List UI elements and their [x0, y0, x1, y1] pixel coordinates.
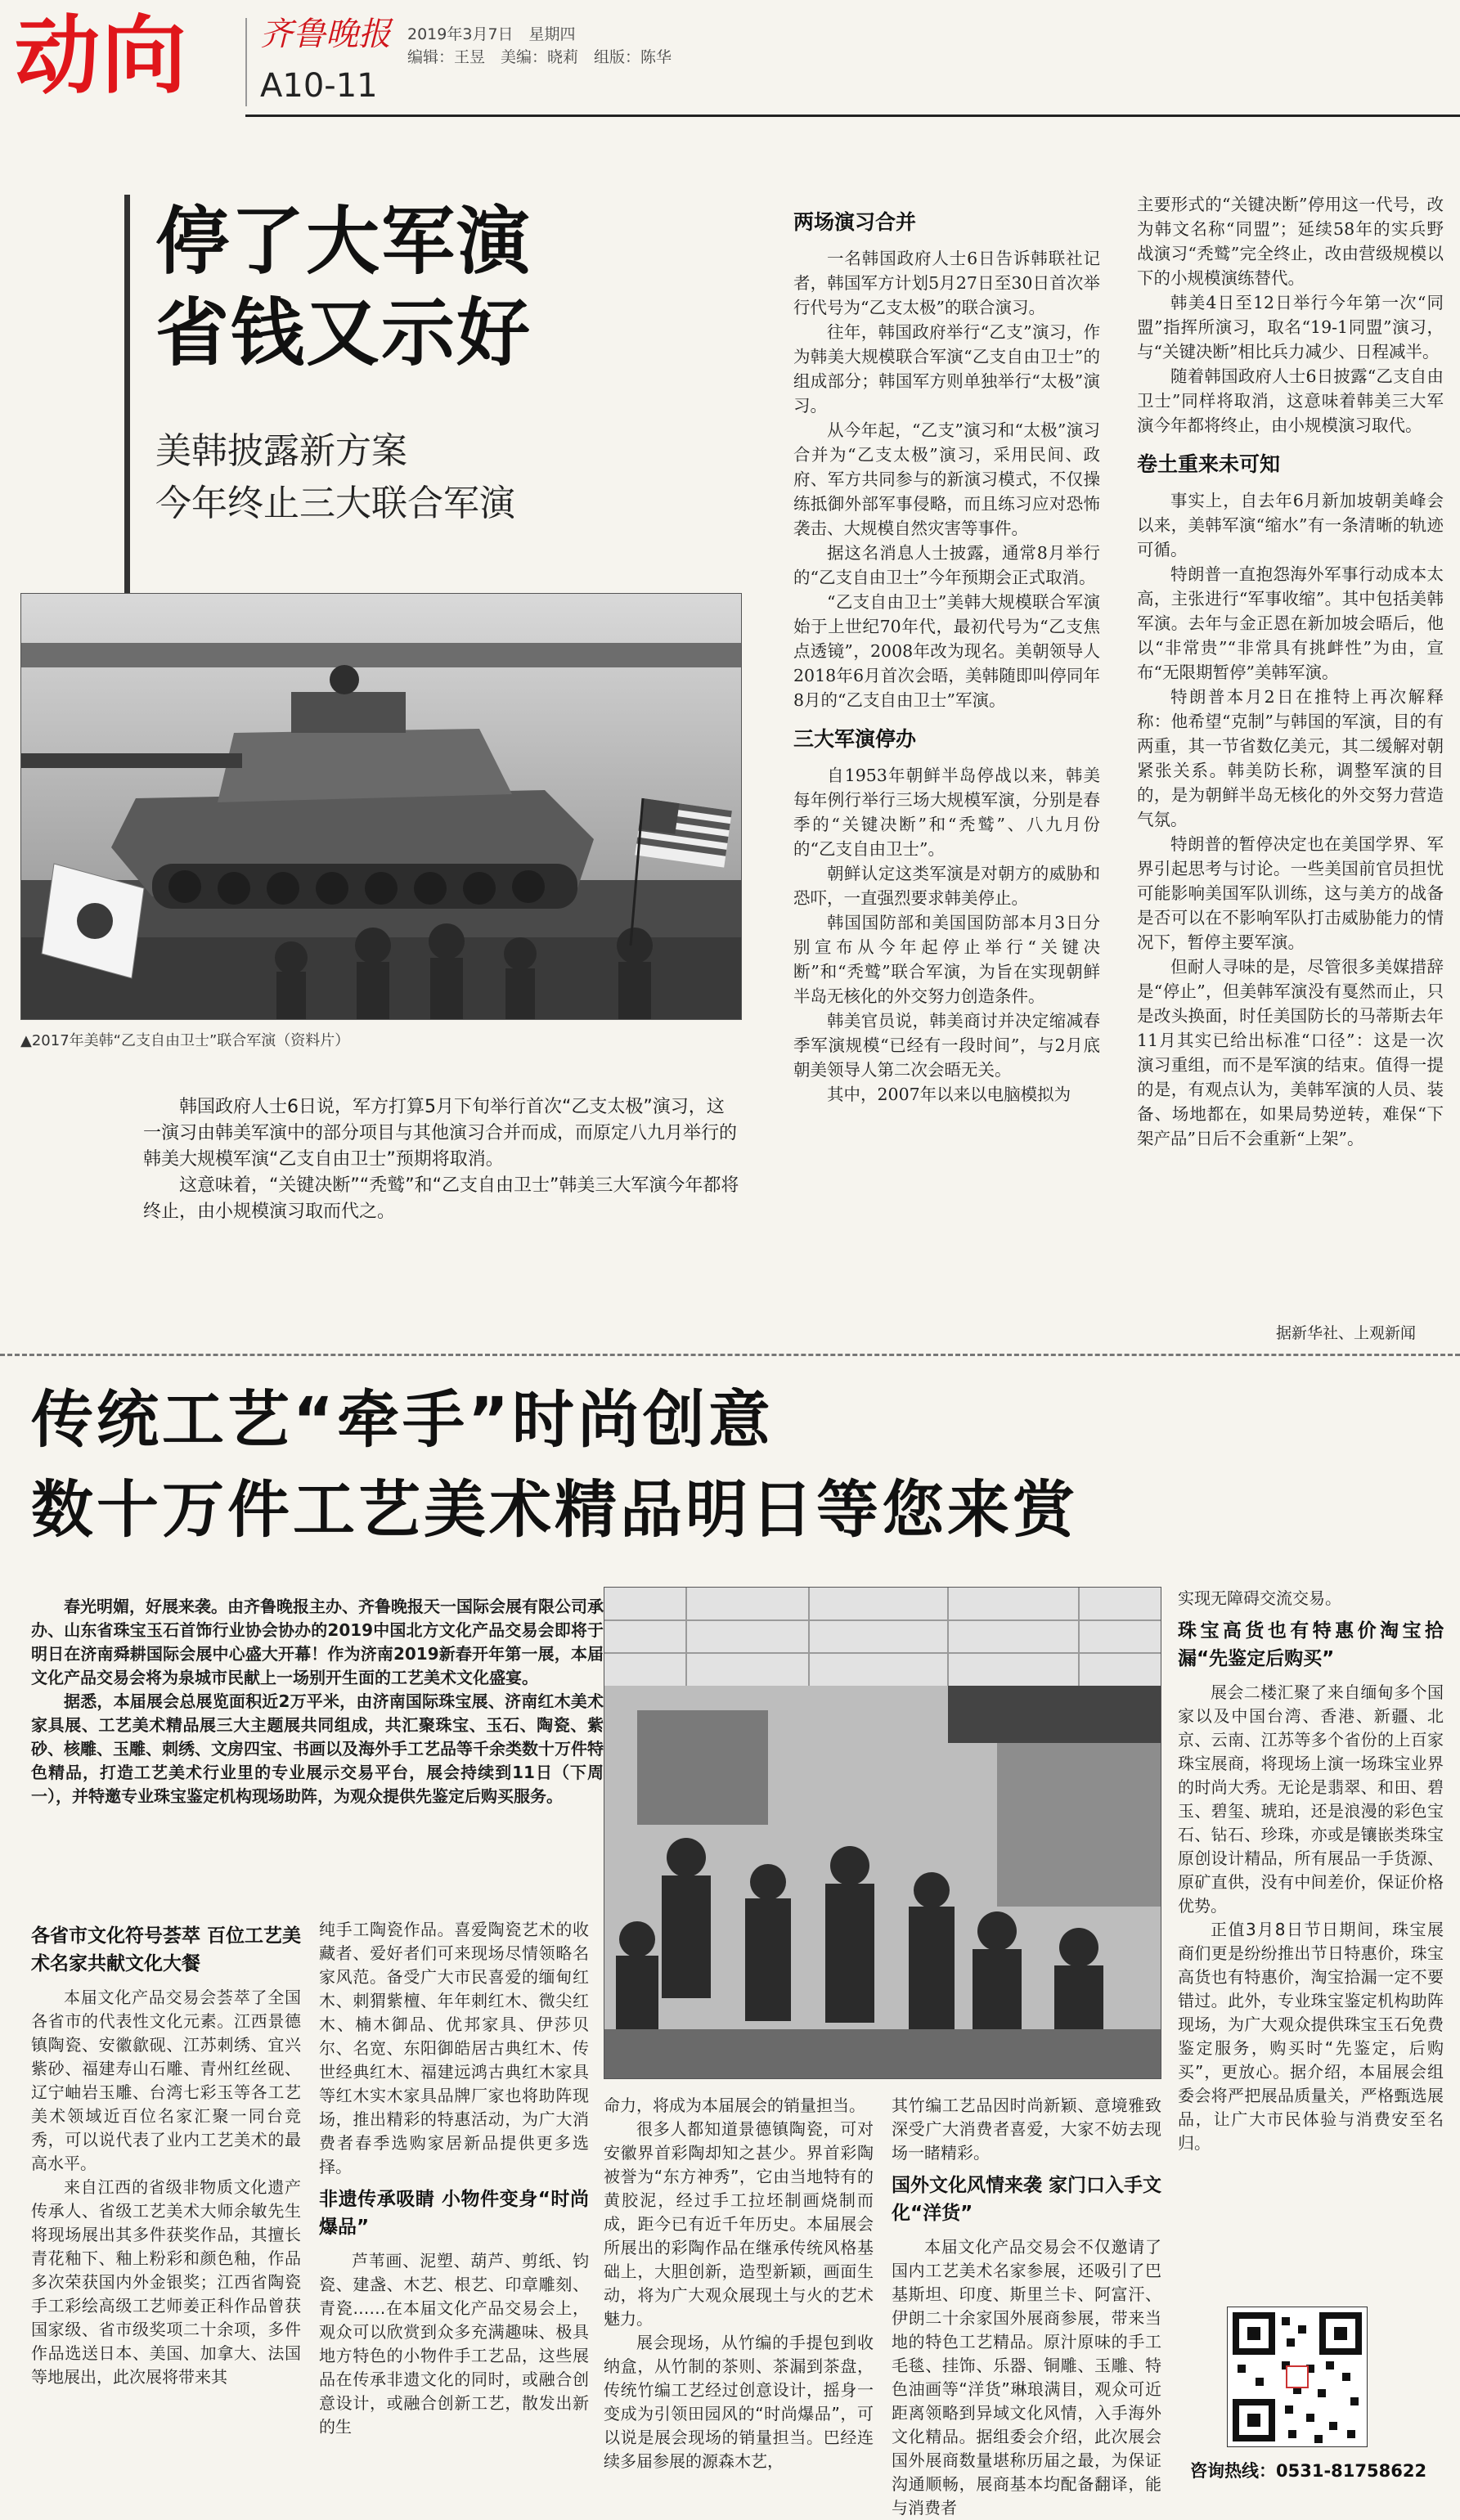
- body-paragraph: 特朗普一直抱怨海外军事行动成本太高，主张进行“军事收缩”。其中包括美韩军演。去年与金正恩在新加坡会晤后，他以“非常贵”“非常具有挑衅性”为由，宣布“无限期暂停”美韩军演。: [1137, 564, 1444, 682]
- body-paragraph: 纯手工陶瓷作品。喜爱陶瓷艺术的收藏者、爱好者们可来现场尽情领略名家风范。备受广大市民喜爱的缅甸红木、刺猬紫檀、年年刺红木、微尖红木、楠木御品、优邦家具、伊莎贝尔、名宽、东阳御皓居古典红木、传世经典红木、福建远鸿古典红木家具等红木实木家具品牌厂家也将助阵现场，推出精彩的特惠活动，为广大消费者春季选购家居新品提供更多选择。: [319, 1920, 589, 2176]
- story2-column-5: [1178, 1587, 1444, 2155]
- date-line: 2019年3月7日 星期四: [407, 25, 576, 43]
- hotline-label: 咨询热线：0531-81758622: [1190, 2461, 1427, 2481]
- body-paragraph: 主要形式的“关键决断”停用这一代号，改为韩文名称“同盟”；延续58年的实兵野战演习“秃鹫”完全终止，改由营级规模以下的小规模演练替代。: [1137, 195, 1444, 288]
- headline-line-1: 停了大军演: [155, 199, 532, 285]
- masthead-meta: [407, 23, 672, 69]
- subheadline-line-1: 美韩披露新方案: [155, 430, 407, 472]
- lead-paragraph: 春光明媚，好展来袭。由齐鲁晚报主办、齐鲁晚报天一国际会展有限公司承办、山东省珠宝玉石首饰行业协会协办的2019中国北方文化产品交易会即将于明日在济南舜耕国际会展中心盛大开幕！作为济南2019新春开年第一展，本届文化产品交易会将为泉城市民献上一场别开生面的工艺美术文化盛宴。: [31, 1597, 604, 1687]
- story1-headline: [155, 196, 532, 380]
- lead-paragraph: 据悉，本届展会总展览面积近2万平米，由济南国际珠宝展、济南红木美术家具展、工艺美术精品展三大主题展共同组成，共汇聚珠宝、玉石、陶瓷、紫砂、核雕、玉雕、刺绣、文房四宝、书画以及海外手工艺品等千余类数十万件特色精品，打造工艺美术行业里的专业展示交易平台，展会持续到11日（下周一），并特邀专业珠宝鉴定机构现场助阵，为观众提供先鉴定后购买服务。: [31, 1691, 604, 1806]
- body-paragraph: 事实上，自去年6月新加坡朝美峰会以来，美韩军演“缩水”有一条清晰的轨迹可循。: [1137, 491, 1444, 559]
- story1-column-2: [793, 209, 1100, 1107]
- subheadline-line-2: 今年终止三大联合军演: [155, 483, 515, 524]
- body-paragraph: 很多人都知道景德镇陶瓷，可对安徽界首彩陶却知之甚少。界首彩陶被誉为“东方神秀”，它由当地特有的黄胶泥，经过手工拉坯制画烧制而成，距今已有近千年历史。本届展会所展出的彩陶作品在继承传统风格基础上，大胆创新，造型新颖，画面生动，将为广大观众展现土与火的艺术魅力。: [604, 2119, 874, 2329]
- lead-paragraph: 韩国政府人士6日说，军方打算5月下旬举行首次“乙支太极”演习，这一演习由韩美军演中的部分项目与其他演习合并而成，而原定八九月举行的韩美大规模军演“乙支自由卫士”预期将取消。: [143, 1097, 738, 1170]
- lead-paragraph: 这意味着，“关键决断”“秃鹫”和“乙支自由卫士”韩美三大军演今年都将终止，由小规模演习取而代之。: [143, 1175, 739, 1222]
- body-paragraph: 一名韩国政府人士6日告诉韩联社记者，韩国军方计划5月27日至30日首次举行代号为“乙支太极”的联合演习。: [793, 249, 1100, 317]
- body-paragraph: 命力，将成为本届展会的销量担当。: [604, 2096, 865, 2115]
- tank-photo: [20, 593, 742, 1020]
- body-paragraph: 韩美4日至12日举行今年第一次“同盟”指挥所演习，取名“19-1同盟”演习，与“关键决断”相比兵力减少、日程减半。: [1137, 293, 1444, 362]
- photo-caption: ▲2017年美韩“乙支自由卫士”联合军演（资料片）: [20, 1032, 350, 1049]
- body-paragraph: 芦苇画、泥塑、葫芦、剪纸、钧瓷、建盏、木艺、根艺、印章雕刻、青瓷……在本届文化产品交易会上，观众可以欣赏到众多充满趣味、极具地方特色的小物件手工艺品，这些展品在传承非遗文化的同时，或融合创意设计，或融合创新工艺，散发出新的生: [319, 2251, 589, 2437]
- qr-code-icon: [1228, 2307, 1367, 2446]
- expo-photo: [604, 1587, 1161, 2079]
- body-paragraph: 随着韩国政府人士6日披露“乙支自由卫士”同样将取消，这意味着韩美三大军演今年都将终止，由小规模演习取代。: [1137, 366, 1444, 435]
- body-paragraph: 本届文化产品交易会荟萃了全国各省市的代表性文化元素。江西景德镇陶瓷、安徽歙砚、江苏刺绣、宜兴紫砂、福建寿山石雕、青州红丝砚、辽宁岫岩玉雕、台湾七彩玉等各工艺美术领域近百位名家汇聚一同台竞秀，可以说代表了业内工艺美术的最高水平。: [31, 1988, 301, 2173]
- section-head-heritage: 非遗传承吸睛 小物件变身“时尚爆品”: [319, 2189, 589, 2238]
- body-paragraph: 实现无障碍交流交易。: [1178, 1588, 1341, 1608]
- section-head-jewelry: 珠宝高货也有特惠价淘宝拾漏“先鉴定后购买”: [1178, 1620, 1444, 1669]
- masthead-divider: [245, 18, 247, 106]
- section-head-foreign: 国外文化风情来袭 家门口入手文化“洋货”: [892, 2175, 1162, 2224]
- staff-line: 编辑：王昱 美编：晓莉 组版：陈华: [407, 48, 672, 66]
- body-paragraph: 据这名消息人士披露，通常8月举行的“乙支自由卫士”今年预期会正式取消。: [793, 543, 1100, 587]
- body-paragraph: 特朗普本月2日在推特上再次解释称：他希望“克制”与韩国的军演，目的有两重，其一节省数亿美元，其二缓解对朝紧张关系。韩美防长称，调整军演的目的，是为朝鲜半岛无核化的外交努力营造气氛。: [1137, 687, 1444, 829]
- section-head-merge: 两场演习合并: [793, 210, 917, 234]
- body-paragraph: 展会二楼汇聚了来自缅甸多个国家以及中国台湾、香港、新疆、北京、云南、江苏等多个省份的上百家珠宝展商，将现场上演一场珠宝业界的时尚大秀。无论是翡翠、和田、碧玉、碧玺、琥珀，还是浪漫的彩色宝石、钻石、珍珠，亦或是镶嵌类珠宝原创设计精品，所有展品一手货源、原矿直供，没有中间差价，保证价格优势。: [1178, 1682, 1444, 1916]
- body-paragraph: 正值3月8日节日期间，珠宝展商们更是纷纷推出节日特惠价，珠宝高货也有特惠价，淘宝拾漏一定不要错过。此外，专业珠宝鉴定机构助阵现场，为广大观众提供珠宝玉石免费鉴定服务，购买时“先鉴定，后购买”，更放心。据介绍，本届展会组委会将严把展品质量关，严格甄选展品，让广大市民体验与消费安至名归。: [1178, 1920, 1444, 2153]
- section-title: 动向: [15, 6, 189, 106]
- story2-headline-line-1: 传统工艺“牵手”时尚创意: [31, 1383, 774, 1456]
- story2-headline-line-2: 数十万件工艺美术精品明日等您来赏: [31, 1473, 1078, 1546]
- body-paragraph: 从今年起，“乙支”演习和“太极”演习合并为“乙支太极”演习，采用民间、政府、军方共同参与的新演习模式，不仅操练抵御外部军事侵略，而且练习应对恐怖袭击、大规模自然灾害等事件。: [793, 420, 1100, 538]
- body-paragraph: 其中，2007年以来以电脑模拟为: [827, 1085, 1071, 1104]
- expo-photo-image: [604, 1588, 1161, 2078]
- section-head-three-drills: 三大军演停办: [793, 727, 917, 751]
- body-paragraph: 特朗普的暂停决定也在美国学界、军界引起思考与讨论。一些美国前官员担忧可能影响美国军队训练，这与美方的战备是否可以在不影响军队打击威胁能力的情况下，暂停主要军演。: [1137, 834, 1444, 952]
- story2-column-4: [892, 2094, 1161, 2520]
- story2-column-1: [31, 1922, 301, 2389]
- body-paragraph: 朝鲜认定这类军演是对朝方的威胁和恐吓，一直强烈要求韩美停止。: [793, 864, 1100, 908]
- headline-line-2: 省钱又示好: [155, 290, 532, 376]
- body-paragraph: 韩美官员说，韩美商讨并决定缩减春季军演规模“已经有一段时间”，与2月底朝美领导人第二次会晤无关。: [793, 1011, 1100, 1080]
- body-paragraph: 来自江西的省级非物质文化遗产传承人、省级工艺美术大师余敏先生将现场展出其多件获奖作品，其擅长青花釉下、釉上粉彩和颜色釉，作品多次荣获国内外金银奖；江西省陶瓷手工彩绘高级工艺师姜正科作品曾获国家级、省市级奖项二十余项，多件作品选送日本、美国、加拿大、法国等地展出，此次展将带来其: [31, 2177, 301, 2387]
- page-number: A10-11: [260, 67, 378, 105]
- section-head-comeback: 卷土重来未可知: [1137, 452, 1281, 476]
- body-paragraph: 展会现场，从竹编的手提包到收纳盒，从竹制的茶则、茶漏到茶盘，传统竹编工艺经过创意设计，摇身一变成为引领田园风的“时尚爆品”，可以说是展会现场的销量担当。巴经连续多届参展的源森木艺，: [604, 2333, 874, 2471]
- story2-column-3: [604, 2094, 874, 2473]
- body-paragraph: 韩国国防部和美国国防部本月3日分别宣布从今年起停止举行“关键决断”和“秃鹫”联合军演，为旨在实现朝鲜半岛无核化的外交努力创造条件。: [793, 913, 1100, 1006]
- story-separator: [0, 1354, 1460, 1356]
- body-paragraph: 往年，韩国政府举行“乙支”演习，作为韩美大规模联合军演“乙支自由卫士”的组成部分；韩国军方则单独举行“太极”演习。: [793, 322, 1100, 416]
- body-paragraph: 但耐人寻味的是，尽管很多美媒措辞是“停止”，但美韩军演没有戛然而止，只是改头换面，时任美国防长的马蒂斯去年11月其实已给出标准“口径”：这是一次演习重组，而不是军演的结束。值得一提的是，有观点认为，美韩军演的人员、装备、场地都在，如果局势逆转，难保“下架产品”日后不会重新“上架”。: [1137, 957, 1444, 1148]
- headline-accent-bar: [124, 195, 130, 595]
- body-paragraph: “乙支自由卫士”美韩大规模联合军演始于上世纪70年代，最初代号为“乙支焦点透镜”，2008年改为现名。美朝领导人2018年6月首次会晤，美韩随即叫停同年8月的“乙支自由卫士”军演。: [793, 592, 1100, 710]
- tank-photo-image: [21, 594, 741, 1019]
- qr-code: [1227, 2307, 1368, 2447]
- body-paragraph: 其竹编工艺品因时尚新颖、意境雅致深受广大消费者喜爱，大家不妨去现场一睹精彩。: [892, 2096, 1161, 2163]
- story1-column-3: [1137, 192, 1444, 1151]
- story2-column-2: [319, 1918, 589, 2439]
- section-head-provinces: 各省市文化符号荟萃 百位工艺美术名家共献文化大餐: [31, 1925, 302, 1974]
- newspaper-logo: 齐鲁晚报: [260, 16, 391, 53]
- story1-lead: [143, 1094, 740, 1225]
- masthead-rule: [245, 115, 1460, 117]
- story1-credit: 据新华社、上观新闻: [1276, 1324, 1417, 1342]
- story1-subheadline: [155, 425, 515, 530]
- story2-lead: [31, 1595, 604, 1808]
- body-paragraph: 自1953年朝鲜半岛停战以来，韩美每年例行举行三场大规模军演，分别是春季的“关键决断”和“秃鹫”、八九月份的“乙支自由卫士”。: [793, 766, 1100, 859]
- body-paragraph: 本届文化产品交易会不仅邀请了国内工艺美术名家参展，还吸引了巴基斯坦、印度、斯里兰卡、阿富汗、伊朗二十余家国外展商参展，带来当地的特色工艺精品。原汁原味的手工毛毯、挂饰、乐器、铜雕、玉雕、特色油画等“洋货”琳琅满目，观众可近距离领略到异域文化风情，入手海外文化精品。据组委会介绍，此次展会国外展商数量堪称历届之最，为保证沟通顺畅，展商基本均配备翻译，能与消费者: [892, 2237, 1161, 2518]
